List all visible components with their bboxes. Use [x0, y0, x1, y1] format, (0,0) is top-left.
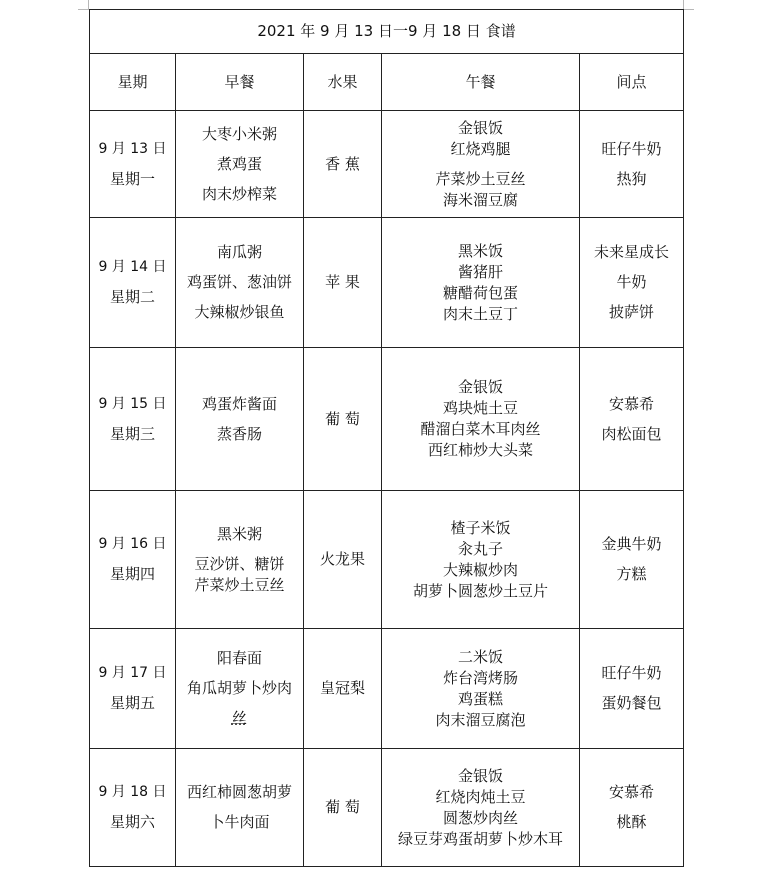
menu-item: 南瓜粥 — [216, 243, 262, 261]
lunch-cell — [382, 348, 580, 491]
menu-item: 圆葱炒肉丝 — [442, 808, 518, 827]
fruit-cell: 香 蕉 — [304, 111, 382, 218]
menu-item: 安慕希 — [609, 783, 655, 801]
menu-item: 大辣椒炒银鱼 — [194, 303, 285, 321]
header-lunch: 午餐 — [382, 54, 580, 111]
header-row — [90, 54, 684, 111]
menu-item: 红烧鸡腿 — [450, 139, 511, 158]
fruit-cell: 葡 萄 — [304, 749, 382, 867]
menu-item: 炸台湾烤肠 — [442, 668, 518, 687]
menu-item: 芹菜炒土豆丝 — [435, 169, 526, 188]
breakfast-cell — [176, 218, 304, 348]
weekday-text: 星期五 — [109, 694, 155, 712]
menu-item: 糖醋荷包蛋 — [442, 283, 518, 302]
table-row — [90, 111, 684, 218]
menu-item: 未来星成长 — [594, 243, 670, 261]
menu-item: 披萨饼 — [609, 303, 655, 321]
menu-item: 金银饭 — [457, 378, 503, 396]
menu-item: 热狗 — [616, 169, 647, 188]
menu-item: 卜牛肉面 — [209, 813, 270, 831]
table-row — [90, 348, 684, 491]
day-cell — [90, 111, 176, 218]
header-breakfast: 早餐 — [176, 54, 304, 111]
menu-item: 鸡蛋炸酱面 — [201, 394, 277, 413]
menu-item: 豆沙饼、糖饼 — [194, 554, 285, 573]
menu-item: 西红柿圆葱胡萝 — [186, 783, 292, 801]
menu-item: 汆丸子 — [457, 539, 503, 558]
table-row — [90, 218, 684, 348]
menu-item: 大枣小米粥 — [201, 124, 277, 143]
lunch-cell — [382, 491, 580, 629]
table-row — [90, 491, 684, 629]
breakfast-cell — [176, 491, 304, 629]
weekday-text: 星期六 — [109, 813, 155, 831]
menu-item: 金银饭 — [457, 118, 503, 137]
date-text: 9 月 16 日 — [98, 536, 167, 552]
menu-item: 丝 — [231, 709, 247, 727]
snack-cell — [580, 218, 684, 348]
menu-item: 角瓜胡萝卜炒肉 — [186, 679, 292, 697]
menu-table — [89, 9, 684, 867]
weekday-text: 星期一 — [109, 169, 155, 188]
weekday-text: 星期三 — [109, 424, 155, 443]
table-title: 2021 年 9 月 13 日一9 月 18 日 食谱 — [90, 10, 684, 54]
header-snack: 间点 — [580, 54, 684, 111]
page-corner-mark-right — [683, 0, 694, 10]
fruit-cell: 葡 萄 — [304, 348, 382, 491]
menu-item: 方糕 — [616, 565, 647, 583]
menu-item: 酱猪肝 — [457, 262, 503, 281]
menu-item: 阳春面 — [216, 649, 262, 667]
day-cell — [90, 218, 176, 348]
title-row — [90, 10, 684, 54]
menu-item: 楂子米饭 — [450, 518, 511, 537]
menu-item: 肉末土豆丁 — [442, 304, 518, 323]
menu-item: 海米溜豆腐 — [442, 190, 518, 209]
menu-item: 安慕希 — [609, 394, 655, 413]
menu-item: 蛋奶餐包 — [601, 694, 662, 712]
menu-item: 旺仔牛奶 — [601, 139, 662, 158]
lunch-cell — [382, 218, 580, 348]
lunch-cell — [382, 749, 580, 867]
snack-cell — [580, 111, 684, 218]
menu-item: 二米饭 — [457, 647, 503, 666]
day-cell — [90, 629, 176, 749]
breakfast-cell — [176, 348, 304, 491]
snack-cell — [580, 491, 684, 629]
menu-item: 煮鸡蛋 — [216, 154, 262, 173]
menu-item: 鸡蛋饼、葱油饼 — [186, 273, 292, 291]
fruit-cell: 皇冠梨 — [304, 629, 382, 749]
date-text: 9 月 18 日 — [98, 784, 167, 800]
menu-item: 肉松面包 — [601, 424, 662, 443]
breakfast-cell — [176, 111, 304, 218]
menu-item: 胡萝卜圆葱炒土豆片 — [412, 581, 548, 600]
table-row — [90, 749, 684, 867]
menu-item: 黑米饭 — [457, 241, 503, 260]
menu-item: 黑米粥 — [216, 524, 262, 543]
date-text: 9 月 14 日 — [98, 259, 167, 275]
table-row — [90, 629, 684, 749]
fruit-cell: 苹 果 — [304, 218, 382, 348]
menu-item: 大辣椒炒肉 — [442, 560, 518, 579]
snack-cell — [580, 348, 684, 491]
snack-cell — [580, 629, 684, 749]
menu-item: 牛奶 — [616, 273, 647, 291]
menu-item: 金银饭 — [457, 766, 503, 785]
header-fruit: 水果 — [304, 54, 382, 111]
breakfast-cell — [176, 749, 304, 867]
header-weekday: 星期 — [90, 54, 176, 111]
day-cell — [90, 348, 176, 491]
menu-item: 绿豆芽鸡蛋胡萝卜炒木耳 — [397, 829, 563, 848]
menu-item: 桃酥 — [616, 813, 647, 831]
date-text: 9 月 17 日 — [98, 665, 167, 681]
day-cell — [90, 749, 176, 867]
page-corner-mark-left — [78, 0, 89, 10]
menu-item: 鸡块炖土豆 — [442, 399, 518, 417]
menu-item: 鸡蛋糕 — [457, 689, 503, 708]
menu-item: 旺仔牛奶 — [601, 664, 662, 682]
date-text: 9 月 13 日 — [98, 140, 167, 157]
menu-item: 肉末炒榨菜 — [201, 184, 277, 203]
menu-item: 蒸香肠 — [216, 424, 262, 443]
menu-item: 芹菜炒土豆丝 — [194, 575, 285, 594]
snack-cell — [580, 749, 684, 867]
date-text: 9 月 15 日 — [98, 395, 167, 412]
lunch-cell — [382, 111, 580, 218]
breakfast-cell — [176, 629, 304, 749]
menu-item: 西红柿炒大头菜 — [427, 441, 533, 459]
day-cell — [90, 491, 176, 629]
menu-item: 金典牛奶 — [601, 535, 662, 553]
weekday-text: 星期二 — [109, 288, 155, 306]
fruit-cell: 火龙果 — [304, 491, 382, 629]
menu-item: 肉末溜豆腐泡 — [435, 710, 526, 729]
menu-item: 红烧肉炖土豆 — [435, 787, 526, 806]
menu-item: 醋溜白菜木耳肉丝 — [420, 420, 541, 438]
lunch-cell — [382, 629, 580, 749]
weekday-text: 星期四 — [109, 565, 155, 583]
